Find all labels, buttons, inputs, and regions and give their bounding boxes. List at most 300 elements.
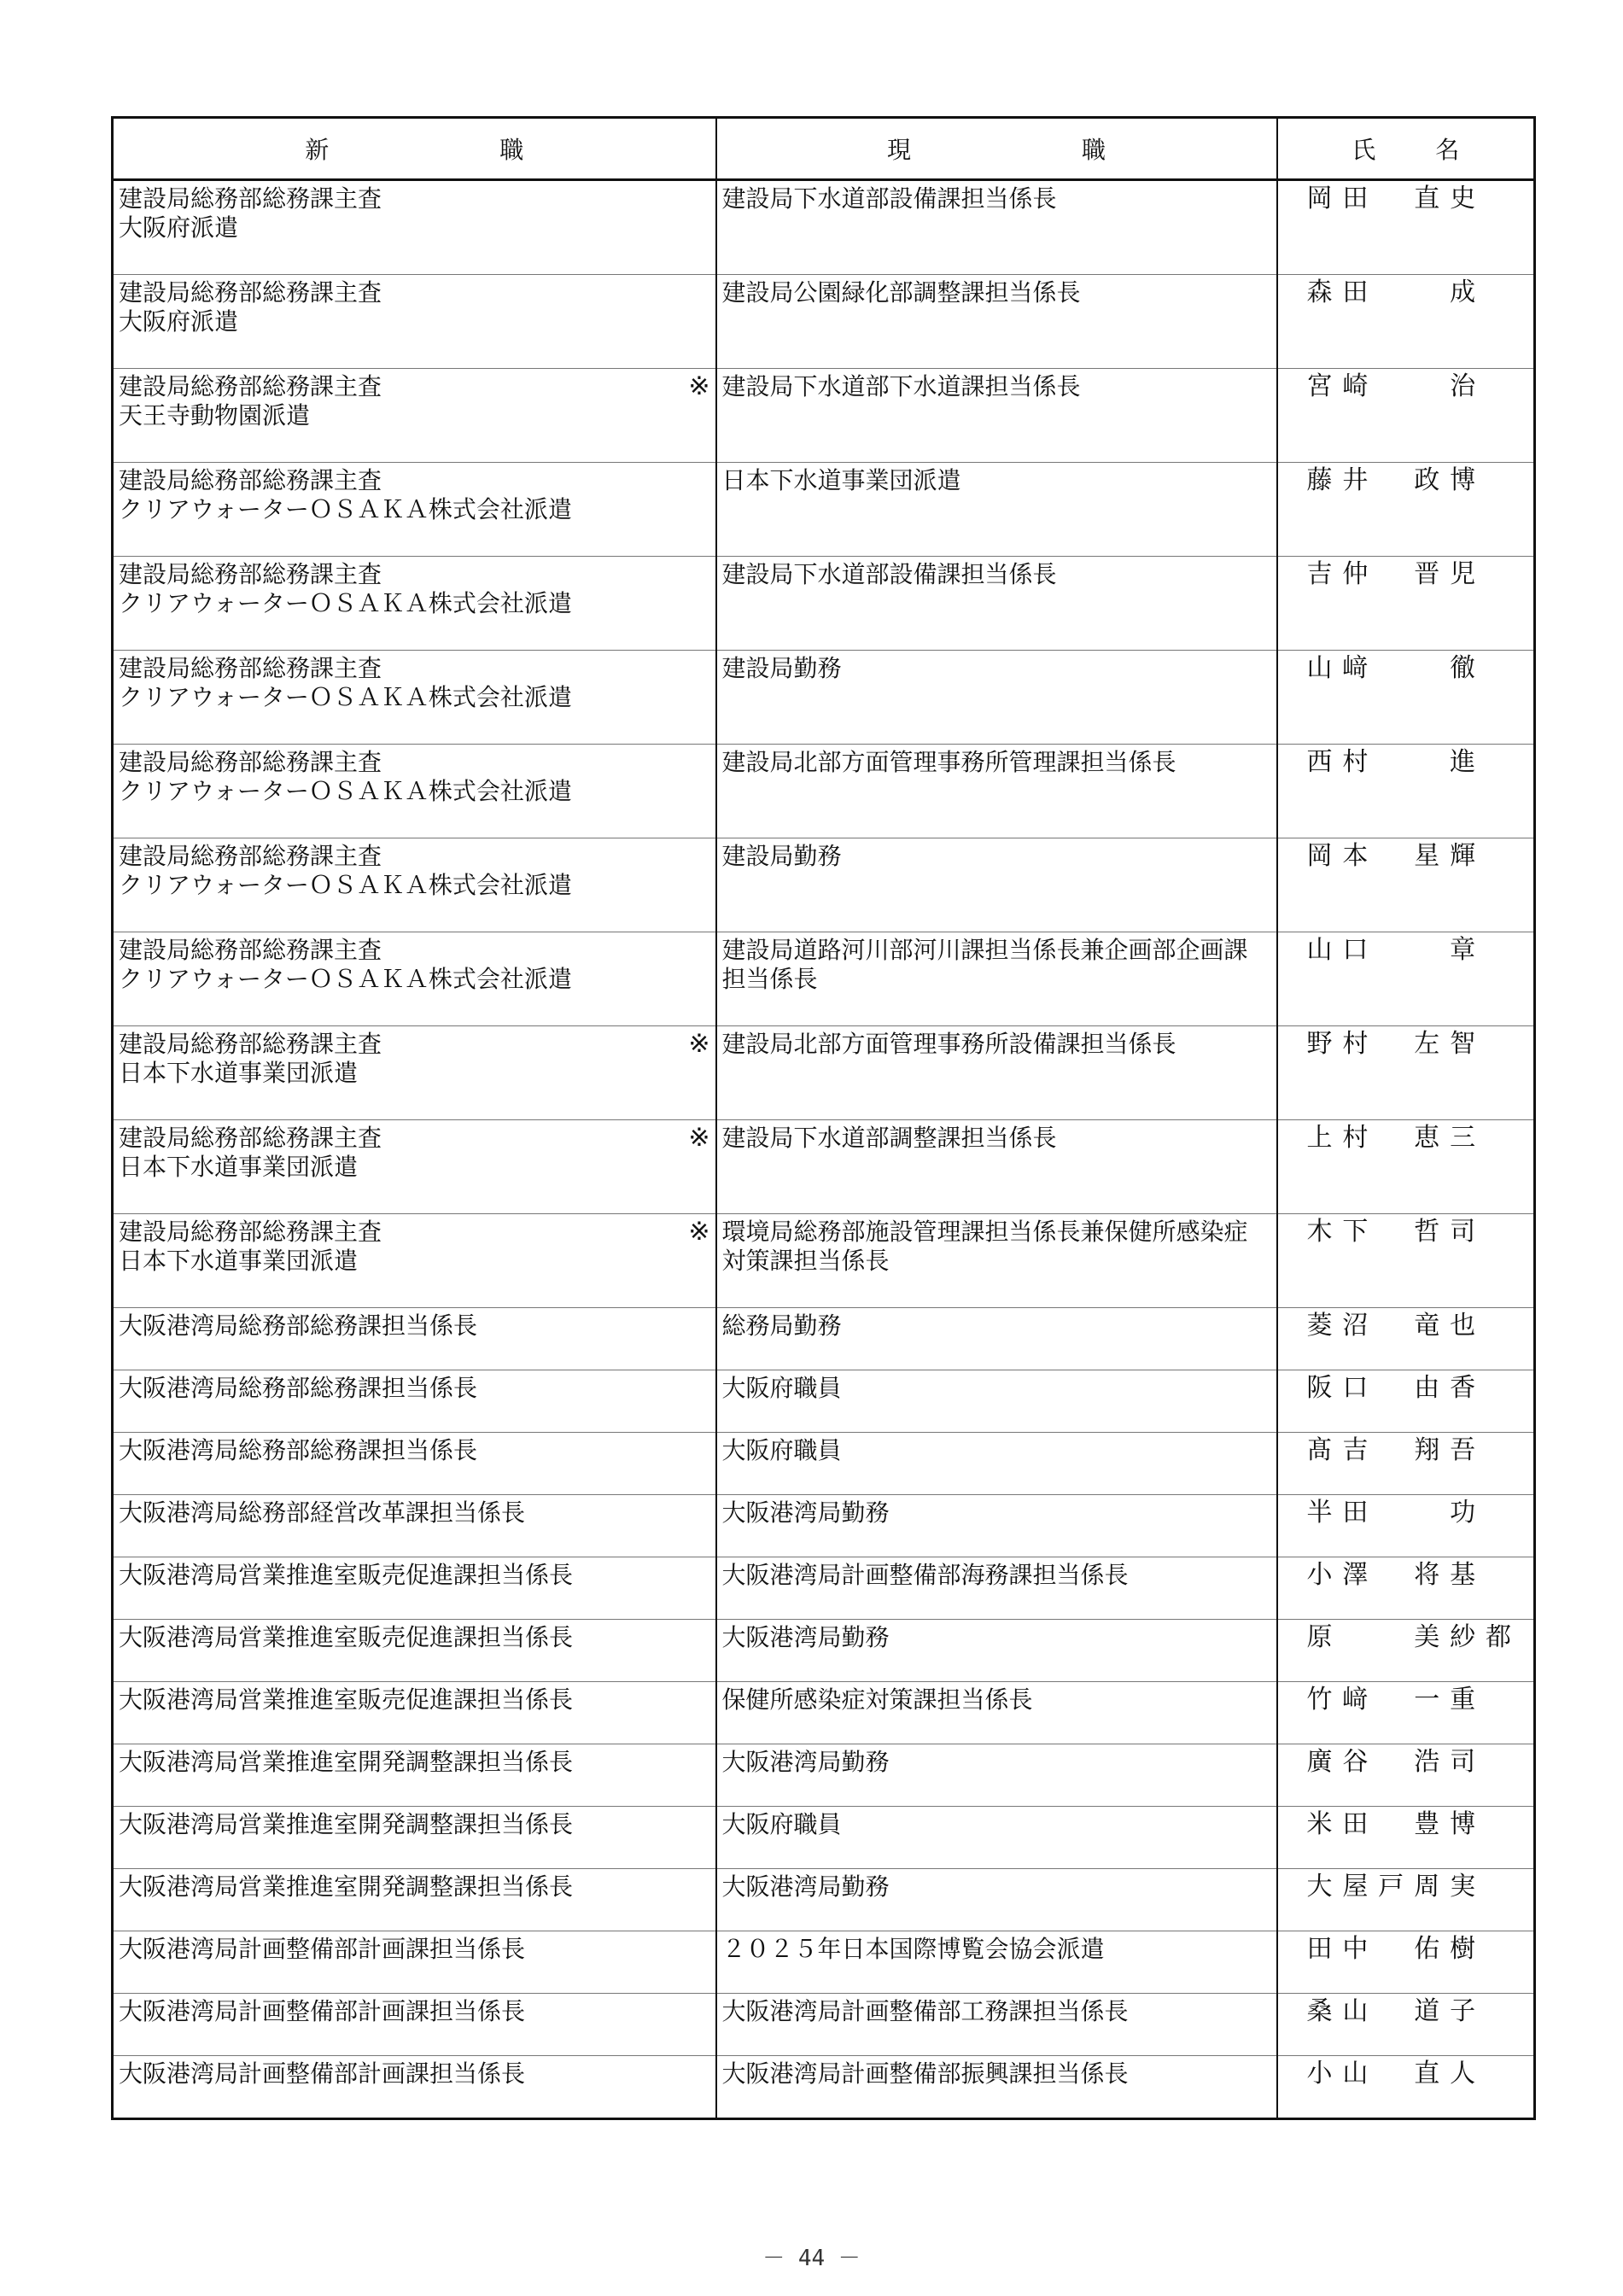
- name-char: 崎: [1342, 371, 1369, 401]
- name-cell: [1277, 1308, 1535, 1370]
- name-char: 田: [1342, 1809, 1369, 1839]
- current-position-cell: [716, 180, 1277, 275]
- new-position-cell: [113, 1931, 716, 1994]
- table-row: [113, 1869, 1535, 1931]
- name-char: [1480, 466, 1516, 495]
- name-char: [1480, 1997, 1516, 2026]
- new-position-cell: [113, 1120, 716, 1214]
- name-char: 将: [1414, 1560, 1440, 1590]
- name-char: 﨑: [1342, 1685, 1369, 1715]
- name-char: 一: [1414, 1685, 1440, 1715]
- name-char: 山: [1342, 1996, 1369, 2026]
- name-char: 香: [1450, 1373, 1476, 1403]
- name-cell: [1277, 745, 1535, 838]
- new-position-assignment: クリアウォーターＯＳＡＫＡ株式会社派遣: [119, 871, 572, 899]
- name-char: [1480, 1312, 1516, 1341]
- current-position-cell: [716, 1807, 1277, 1869]
- new-position-cell: [113, 369, 716, 463]
- current-position-cell: [716, 1557, 1277, 1620]
- name-char: [1373, 1374, 1409, 1403]
- name-char: 児: [1450, 559, 1476, 589]
- name-char: [1373, 1623, 1409, 1652]
- new-position-title: 大阪港湾局総務部総務課担当係長: [119, 1436, 478, 1464]
- name-char: [1480, 278, 1516, 307]
- new-position-assignment: 天王寺動物園派遣: [119, 401, 311, 429]
- name-char: [1480, 1935, 1516, 1964]
- name-char: [1373, 748, 1409, 777]
- name-char: [1373, 466, 1409, 495]
- name-char: 章: [1450, 935, 1476, 965]
- name-cell: [1277, 1682, 1535, 1744]
- new-position-title: 建設局総務部総務課主査: [119, 748, 382, 776]
- current-position-cell: [716, 1026, 1277, 1120]
- current-position-cell: [716, 1214, 1277, 1308]
- new-position-cell: [113, 1620, 716, 1682]
- current-position-cell: [716, 275, 1277, 369]
- reference-mark: ※: [688, 1217, 710, 1247]
- name-char: [1480, 1748, 1516, 1777]
- name-cell: [1277, 1495, 1535, 1557]
- current-position-cell: [716, 1495, 1277, 1557]
- name-char: [1373, 184, 1409, 213]
- new-position-title: 建設局総務部総務課主査: [119, 466, 382, 494]
- header-name-char-2: 名: [1435, 136, 1460, 164]
- new-position-cell: [113, 838, 716, 932]
- current-position-text: 大阪港湾局勤務: [721, 1748, 890, 1776]
- name-char: 田: [1306, 1934, 1333, 1964]
- current-position-cell: [716, 1994, 1277, 2056]
- current-position-cell: [716, 463, 1277, 557]
- new-position-cell: [113, 1026, 716, 1120]
- name-char: 恵: [1414, 1123, 1440, 1153]
- table-row: [113, 557, 1535, 651]
- table-row: [113, 1994, 1535, 2056]
- table-row: [113, 932, 1535, 1026]
- name-cell: [1277, 369, 1535, 463]
- name-char: [1409, 372, 1445, 401]
- name-char: 谷: [1342, 1747, 1369, 1777]
- name-char: 半: [1306, 1498, 1333, 1528]
- name-char: 口: [1342, 935, 1369, 965]
- new-position-title: 大阪港湾局計画整備部計画課担当係長: [119, 2059, 526, 2088]
- name-cell: [1277, 1026, 1535, 1120]
- name-char: [1373, 1810, 1409, 1839]
- name-cell: [1277, 1620, 1535, 1682]
- name-char: 屋: [1342, 1872, 1369, 1902]
- page-number: － 44 －: [762, 2246, 861, 2271]
- new-position-assignment: クリアウォーターＯＳＡＫＡ株式会社派遣: [119, 777, 572, 805]
- new-position-title: 大阪港湾局総務部総務課担当係長: [119, 1312, 478, 1340]
- name-char: 本: [1342, 841, 1369, 871]
- name-char: 由: [1414, 1373, 1440, 1403]
- new-position-cell: [113, 1744, 716, 1807]
- current-position-cell: [716, 1931, 1277, 1994]
- name-char: 司: [1450, 1217, 1476, 1247]
- name-char: [1373, 2059, 1409, 2089]
- header-new-char-1: 新: [305, 136, 330, 164]
- new-position-title: 建設局総務部総務課主査: [119, 842, 382, 870]
- current-position-text: 総務局勤務: [721, 1312, 842, 1340]
- name-char: 進: [1450, 747, 1476, 777]
- current-position-text: 大阪港湾局計画整備部工務課担当係長: [721, 1997, 1129, 2025]
- name-char: 功: [1450, 1498, 1476, 1528]
- name-char: [1480, 1810, 1516, 1839]
- name-char: 山: [1306, 935, 1333, 965]
- name-char: 藤: [1306, 465, 1333, 495]
- name-char: [1373, 842, 1409, 871]
- new-position-assignment: 大阪府派遣: [119, 307, 239, 336]
- current-position-text: 建設局下水道部下水道課担当係長: [721, 372, 1081, 400]
- name-char: 三: [1450, 1123, 1476, 1153]
- current-position-text: 保健所感染症対策課担当係長: [721, 1685, 1033, 1714]
- current-position-cell: [716, 557, 1277, 651]
- personnel-table: [111, 116, 1536, 2120]
- new-position-cell: [113, 1994, 716, 2056]
- name-char: [1373, 1561, 1409, 1590]
- name-cell: [1277, 557, 1535, 651]
- table-row: [113, 180, 1535, 275]
- current-position-text: 建設局下水道部設備課担当係長: [721, 560, 1057, 588]
- name-char: 子: [1450, 1996, 1476, 2026]
- new-position-title: 建設局総務部総務課主査: [119, 560, 382, 588]
- current-position-cell: [716, 1744, 1277, 1807]
- name-cell: [1277, 463, 1535, 557]
- table-row: [113, 1682, 1535, 1744]
- name-char: 宮: [1306, 371, 1333, 401]
- name-char: [1373, 1124, 1409, 1153]
- name-char: 吉: [1306, 559, 1333, 589]
- table-row: [113, 1807, 1535, 1869]
- name-char: 戸: [1378, 1872, 1404, 1902]
- name-char: 沼: [1342, 1311, 1369, 1341]
- name-char: 木: [1306, 1217, 1333, 1247]
- name-char: 史: [1450, 184, 1476, 213]
- name-char: 直: [1414, 184, 1440, 213]
- current-position-text: 建設局下水道部設備課担当係長: [721, 184, 1057, 213]
- name-cell: [1277, 1869, 1535, 1931]
- name-char: [1373, 1685, 1409, 1715]
- current-position-text: 大阪府職員: [721, 1436, 842, 1464]
- name-char: 博: [1450, 1809, 1476, 1839]
- name-char: 桑: [1306, 1996, 1333, 2026]
- name-cell: [1277, 1370, 1535, 1433]
- name-char: 菱: [1306, 1311, 1333, 1341]
- current-position-text: 建設局下水道部調整課担当係長: [721, 1124, 1057, 1152]
- table-row: [113, 1620, 1535, 1682]
- new-position-assignment: 日本下水道事業団派遣: [119, 1153, 359, 1181]
- name-cell: [1277, 275, 1535, 369]
- name-cell: [1277, 1807, 1535, 1869]
- name-char: 﨑: [1342, 653, 1369, 683]
- new-position-assignment: 日本下水道事業団派遣: [119, 1059, 359, 1087]
- name-char: 森: [1306, 278, 1333, 307]
- name-cell: [1277, 2056, 1535, 2119]
- name-char: 晋: [1414, 559, 1440, 589]
- current-position-text: 大阪府職員: [721, 1810, 842, 1838]
- name-cell: [1277, 1744, 1535, 1807]
- new-position-cell: [113, 275, 716, 369]
- new-position-title: 建設局総務部総務課主査: [119, 1030, 382, 1058]
- new-position-cell: [113, 932, 716, 1026]
- current-position-text: 建設局公園緑化部調整課担当係長: [721, 278, 1081, 307]
- new-position-cell: [113, 745, 716, 838]
- name-char: 紗: [1450, 1622, 1476, 1652]
- name-char: 佑: [1414, 1934, 1440, 1964]
- name-cell: [1277, 1433, 1535, 1495]
- header-name-char-1: 氏: [1352, 136, 1376, 164]
- name-char: [1480, 1218, 1516, 1247]
- header-new-char-2: 職: [499, 136, 524, 164]
- name-char: 人: [1450, 2059, 1476, 2089]
- name-cell: [1277, 932, 1535, 1026]
- new-position-assignment: クリアウォーターＯＳＡＫＡ株式会社派遣: [119, 589, 572, 617]
- name-char: 田: [1342, 278, 1369, 307]
- name-char: [1373, 278, 1409, 307]
- new-position-cell: [113, 463, 716, 557]
- name-char: 也: [1450, 1311, 1476, 1341]
- current-position-text: 大阪府職員: [721, 1374, 842, 1402]
- name-char: [1409, 654, 1445, 683]
- table-row: [113, 651, 1535, 745]
- new-position-cell: [113, 651, 716, 745]
- new-position-cell: [113, 2056, 716, 2119]
- current-position-cell: [716, 932, 1277, 1026]
- name-char: 髙: [1306, 1435, 1333, 1465]
- current-position-text: 大阪港湾局勤務: [721, 1499, 890, 1527]
- current-position-text: 大阪港湾局計画整備部振興課担当係長: [721, 2059, 1129, 2088]
- current-position-cell: [716, 1682, 1277, 1744]
- name-cell: [1277, 838, 1535, 932]
- new-position-title: 大阪港湾局計画整備部計画課担当係長: [119, 1997, 526, 2025]
- current-position-cell: [716, 1869, 1277, 1931]
- new-position-assignment: 日本下水道事業団派遣: [119, 1247, 359, 1275]
- new-position-cell: [113, 1807, 716, 1869]
- name-char: [1480, 1436, 1516, 1465]
- table-body: [113, 180, 1535, 2119]
- current-position-cell: [716, 651, 1277, 745]
- current-position-text: 建設局勤務: [721, 842, 842, 870]
- name-char: 直: [1414, 2059, 1440, 2089]
- new-position-title: 大阪港湾局営業推進室開発調整課担当係長: [119, 1810, 574, 1838]
- current-position-cell: [716, 2056, 1277, 2119]
- name-char: 阪: [1306, 1373, 1333, 1403]
- name-char: 重: [1450, 1685, 1476, 1715]
- name-char: 輝: [1450, 841, 1476, 871]
- new-position-assignment: 大阪府派遣: [119, 213, 239, 242]
- name-char: [1409, 1499, 1445, 1528]
- current-position-text: 日本下水道事業団派遣: [721, 466, 961, 494]
- name-char: [1373, 1748, 1409, 1777]
- name-char: 成: [1450, 278, 1476, 307]
- name-char: 上: [1306, 1123, 1333, 1153]
- new-position-cell: [113, 1557, 716, 1620]
- name-char: [1480, 654, 1516, 683]
- name-char: [1480, 1685, 1516, 1715]
- new-position-cell: [113, 1433, 716, 1495]
- name-char: 村: [1342, 747, 1369, 777]
- new-position-title: 建設局総務部総務課主査: [119, 1124, 382, 1152]
- header-current-char-1: 現: [886, 136, 911, 164]
- name-char: 美: [1414, 1622, 1440, 1652]
- table-row: [113, 1744, 1535, 1807]
- name-cell: [1277, 1931, 1535, 1994]
- name-char: 田: [1342, 1498, 1369, 1528]
- name-char: [1480, 842, 1516, 871]
- new-position-cell: [113, 180, 716, 275]
- new-position-assignment: クリアウォーターＯＳＡＫＡ株式会社派遣: [119, 965, 572, 993]
- name-char: [1373, 1997, 1409, 2026]
- new-position-title: 大阪港湾局営業推進室販売促進課担当係長: [119, 1561, 574, 1589]
- name-char: [1409, 936, 1445, 965]
- name-char: 澤: [1342, 1560, 1369, 1590]
- new-position-title: 大阪港湾局計画整備部計画課担当係長: [119, 1935, 526, 1963]
- name-char: [1480, 1030, 1516, 1059]
- name-char: 大: [1306, 1872, 1333, 1902]
- name-char: [1373, 1935, 1409, 1964]
- current-position-text: 建設局北部方面管理事務所設備課担当係長: [721, 1030, 1176, 1058]
- header-name: [1277, 118, 1535, 180]
- reference-mark: ※: [688, 1123, 710, 1153]
- name-cell: [1277, 1120, 1535, 1214]
- name-cell: [1277, 1557, 1535, 1620]
- name-char: 原: [1306, 1622, 1333, 1652]
- name-char: [1373, 1218, 1409, 1247]
- name-char: 左: [1414, 1029, 1440, 1059]
- name-char: 徹: [1450, 653, 1476, 683]
- name-char: 浩: [1414, 1747, 1440, 1777]
- name-char: 竹: [1306, 1685, 1333, 1715]
- table-row: [113, 1214, 1535, 1308]
- name-char: 智: [1450, 1029, 1476, 1059]
- name-char: 翔: [1414, 1435, 1440, 1465]
- name-char: 田: [1342, 184, 1369, 213]
- table-row: [113, 1495, 1535, 1557]
- name-char: 周: [1414, 1872, 1440, 1902]
- name-char: 豊: [1414, 1809, 1440, 1839]
- name-char: 井: [1342, 465, 1369, 495]
- name-char: [1480, 748, 1516, 777]
- name-char: 中: [1342, 1934, 1369, 1964]
- new-position-title: 建設局総務部総務課主査: [119, 372, 382, 400]
- current-position-cell: [716, 745, 1277, 838]
- current-position-text: ２０２５年日本国際博覧会協会派遣: [721, 1935, 1105, 1963]
- name-char: [1480, 1499, 1516, 1528]
- new-position-title: 大阪港湾局営業推進室販売促進課担当係長: [119, 1685, 574, 1714]
- header-current-char-2: 職: [1082, 136, 1106, 164]
- new-position-cell: [113, 1869, 716, 1931]
- table-row: [113, 2056, 1535, 2119]
- current-position-text: 大阪港湾局勤務: [721, 1872, 890, 1901]
- current-position-text: 環境局総務部施設管理課担当係長兼保健所感染症対策課担当係長: [721, 1218, 1248, 1275]
- current-position-cell: [716, 1370, 1277, 1433]
- name-char: 山: [1306, 653, 1333, 683]
- table-row: [113, 745, 1535, 838]
- name-char: 岡: [1306, 841, 1333, 871]
- new-position-title: 大阪港湾局営業推進室開発調整課担当係長: [119, 1748, 574, 1776]
- name-char: 基: [1450, 1560, 1476, 1590]
- name-char: 口: [1342, 1373, 1369, 1403]
- new-position-assignment: クリアウォーターＯＳＡＫＡ株式会社派遣: [119, 683, 572, 711]
- new-position-title: 建設局総務部総務課主査: [119, 936, 382, 964]
- new-position-cell: [113, 1308, 716, 1370]
- name-char: [1373, 1312, 1409, 1341]
- table-header-row: [113, 118, 1535, 180]
- current-position-cell: [716, 1120, 1277, 1214]
- current-position-cell: [716, 1620, 1277, 1682]
- reference-mark: ※: [688, 371, 710, 401]
- table-row: [113, 1557, 1535, 1620]
- new-position-cell: [113, 557, 716, 651]
- name-char: [1373, 1499, 1409, 1528]
- name-char: 廣: [1306, 1747, 1333, 1777]
- name-char: [1480, 1872, 1516, 1902]
- current-position-text: 建設局北部方面管理事務所管理課担当係長: [721, 748, 1176, 776]
- name-char: 仲: [1342, 559, 1369, 589]
- current-position-text: 大阪港湾局計画整備部海務課担当係長: [721, 1561, 1129, 1589]
- new-position-assignment: クリアウォーターＯＳＡＫＡ株式会社派遣: [119, 495, 572, 523]
- current-position-cell: [716, 1433, 1277, 1495]
- name-char: [1373, 1030, 1409, 1059]
- name-char: [1480, 560, 1516, 589]
- table-row: [113, 1026, 1535, 1120]
- current-position-cell: [716, 838, 1277, 932]
- name-char: 西: [1306, 747, 1333, 777]
- new-position-title: 大阪港湾局総務部経営改革課担当係長: [119, 1499, 526, 1527]
- name-char: 岡: [1306, 184, 1333, 213]
- header-current-position: [716, 118, 1277, 180]
- new-position-cell: [113, 1370, 716, 1433]
- name-char: 樹: [1450, 1934, 1476, 1964]
- name-char: 星: [1414, 841, 1440, 871]
- table-row: [113, 1308, 1535, 1370]
- name-char: 下: [1342, 1217, 1369, 1247]
- name-char: 米: [1306, 1809, 1333, 1839]
- personnel-document: [111, 116, 1533, 2120]
- new-position-title: 大阪港湾局総務部総務課担当係長: [119, 1374, 478, 1402]
- name-char: 都: [1486, 1622, 1512, 1652]
- table-row: [113, 838, 1535, 932]
- table-row: [113, 1931, 1535, 1994]
- name-char: 政: [1414, 465, 1440, 495]
- name-char: 実: [1450, 1872, 1476, 1902]
- new-position-cell: [113, 1495, 716, 1557]
- name-char: 道: [1414, 1996, 1440, 2026]
- current-position-cell: [716, 1308, 1277, 1370]
- name-char: 竜: [1414, 1311, 1440, 1341]
- name-char: [1480, 1124, 1516, 1153]
- current-position-text: 建設局勤務: [721, 654, 842, 682]
- name-char: [1480, 184, 1516, 213]
- name-char: 小: [1306, 1560, 1333, 1590]
- new-position-title: 建設局総務部総務課主査: [119, 278, 382, 307]
- table-row: [113, 463, 1535, 557]
- new-position-cell: [113, 1682, 716, 1744]
- new-position-title: 大阪港湾局営業推進室開発調整課担当係長: [119, 1872, 574, 1901]
- name-char: 山: [1342, 2059, 1369, 2089]
- name-char: [1337, 1623, 1373, 1652]
- name-char: [1373, 372, 1409, 401]
- name-cell: [1277, 1214, 1535, 1308]
- name-char: [1373, 654, 1409, 683]
- name-char: 司: [1450, 1747, 1476, 1777]
- name-char: [1373, 1436, 1409, 1465]
- name-char: 博: [1450, 465, 1476, 495]
- name-char: [1409, 278, 1445, 307]
- new-position-title: 建設局総務部総務課主査: [119, 654, 382, 682]
- table-row: [113, 1370, 1535, 1433]
- current-position-text: 建設局道路河川部河川課担当係長兼企画部企画課担当係長: [721, 936, 1248, 993]
- table-row: [113, 275, 1535, 369]
